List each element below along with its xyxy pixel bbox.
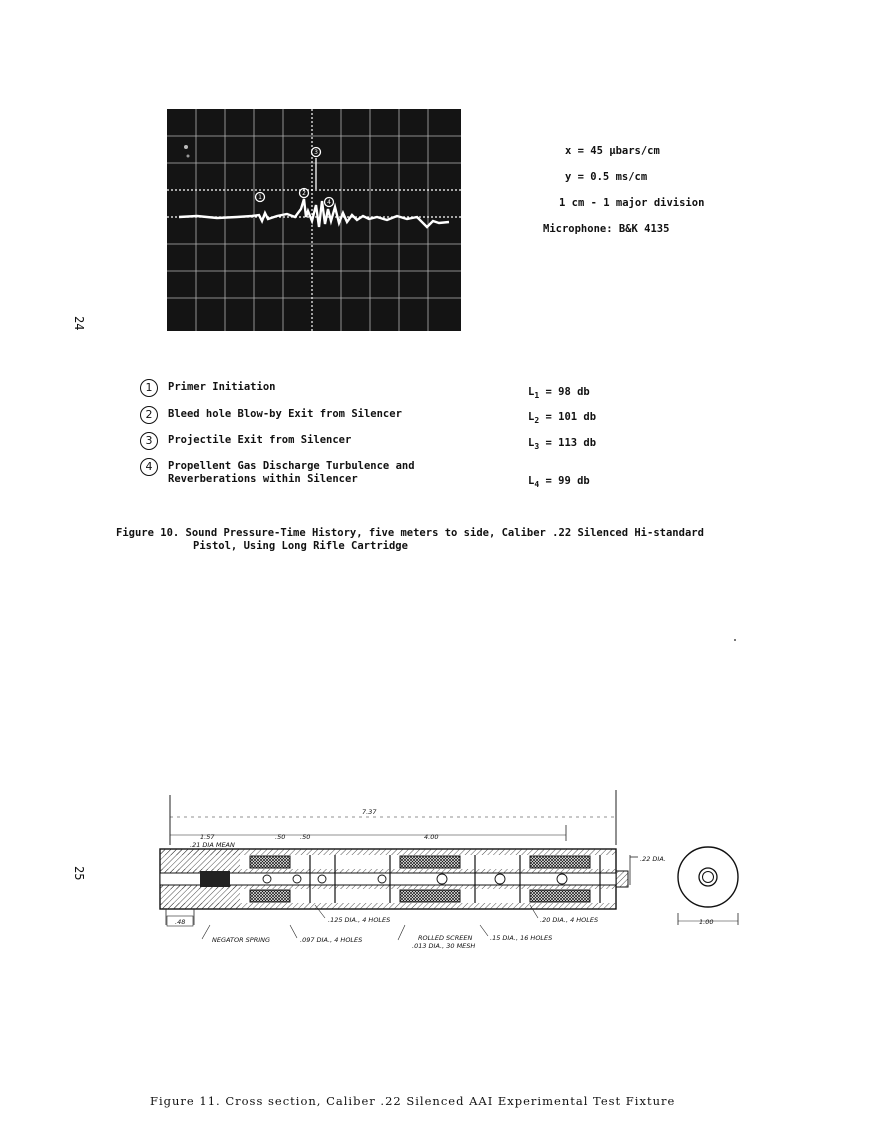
- scope-marker-2: 2: [302, 190, 306, 197]
- level-l3: $L_3 = 113$ db: [528, 437, 597, 452]
- division-note: 1 cm - 1 major division: [559, 197, 705, 209]
- dim-4-00: 4.00: [424, 833, 439, 841]
- dim-od: 1.00: [699, 918, 714, 926]
- legend-text-4-line1: Propellent Gas Discharge Turbulence and: [168, 460, 415, 472]
- callout-125-holes: .125 DIA., 4 HOLES: [328, 916, 391, 924]
- dim-21-dia-mean: .21 DIA MEAN: [190, 841, 235, 849]
- dim-50-a: .50: [275, 833, 286, 841]
- level-l1: $L_1 = 98$ db: [528, 386, 590, 401]
- dim-bore: .22 DIA.: [640, 855, 666, 863]
- dim-48: .48: [175, 918, 186, 926]
- legend-text-1: Primer Initiation: [168, 381, 276, 393]
- callout-15-holes: .15 DIA., 16 HOLES: [490, 934, 553, 942]
- scope-marker-4: 4: [327, 199, 331, 206]
- oscilloscope-photo: [167, 109, 461, 331]
- scope-settings: [543, 138, 704, 242]
- legend-text-4: [168, 460, 415, 486]
- level-l2: $L_2 = 101$ db: [528, 411, 597, 426]
- figure-10-caption-line1: Figure 10. Sound Pressure-Time History, five meters to side, Caliber .22 Silenced Hi-standard: [116, 527, 704, 539]
- legend-text-3: Projectile Exit from Silencer: [168, 434, 352, 446]
- legend-number-1: 1: [140, 379, 158, 397]
- page-number-top: 24: [72, 316, 86, 331]
- callout-20-holes: .20 DIA., 4 HOLES: [540, 916, 599, 924]
- callout-screen-mesh: .013 DIA., 30 MESH: [412, 942, 476, 950]
- x-scale: x = 45 µbars/cm: [565, 145, 660, 157]
- microphone-note: Microphone: B&K 4135: [543, 223, 670, 235]
- legend-text-4-line2: Reverberations within Silencer: [168, 473, 358, 485]
- legend-number-4: 4: [140, 458, 158, 476]
- oscilloscope-trace: [167, 109, 461, 331]
- scope-marker-3: 3: [314, 149, 318, 156]
- figure-10-caption: [116, 527, 704, 553]
- silencer-cross-section: [150, 785, 750, 955]
- callout-rolled-screen: ROLLED SCREEN: [418, 934, 473, 942]
- dim-overall: 7.37: [362, 808, 377, 816]
- figure-11-caption: Figure 11. Cross section, Caliber .22 Silenced AAI Experimental Test Fixture: [150, 1094, 676, 1108]
- callout-097-holes: .097 DIA., 4 HOLES: [300, 936, 363, 944]
- scope-marker-1: 1: [258, 194, 262, 201]
- legend-number-3: 3: [140, 432, 158, 450]
- dim-1-57: 1.57: [200, 833, 215, 841]
- figure-10-caption-line2: Pistol, Using Long Rifle Cartridge: [193, 540, 408, 552]
- legend-number-2: 2: [140, 406, 158, 424]
- callout-negator-spring: NEGATOR SPRING: [212, 936, 271, 944]
- dim-50-b: .50: [300, 833, 311, 841]
- y-scale: y = 0.5 ms/cm: [565, 171, 648, 183]
- page-number-bottom: 25: [72, 866, 86, 881]
- level-l4: $L_4 = 99$ db: [528, 475, 590, 490]
- legend-text-2: Bleed hole Blow-by Exit from Silencer: [168, 408, 402, 420]
